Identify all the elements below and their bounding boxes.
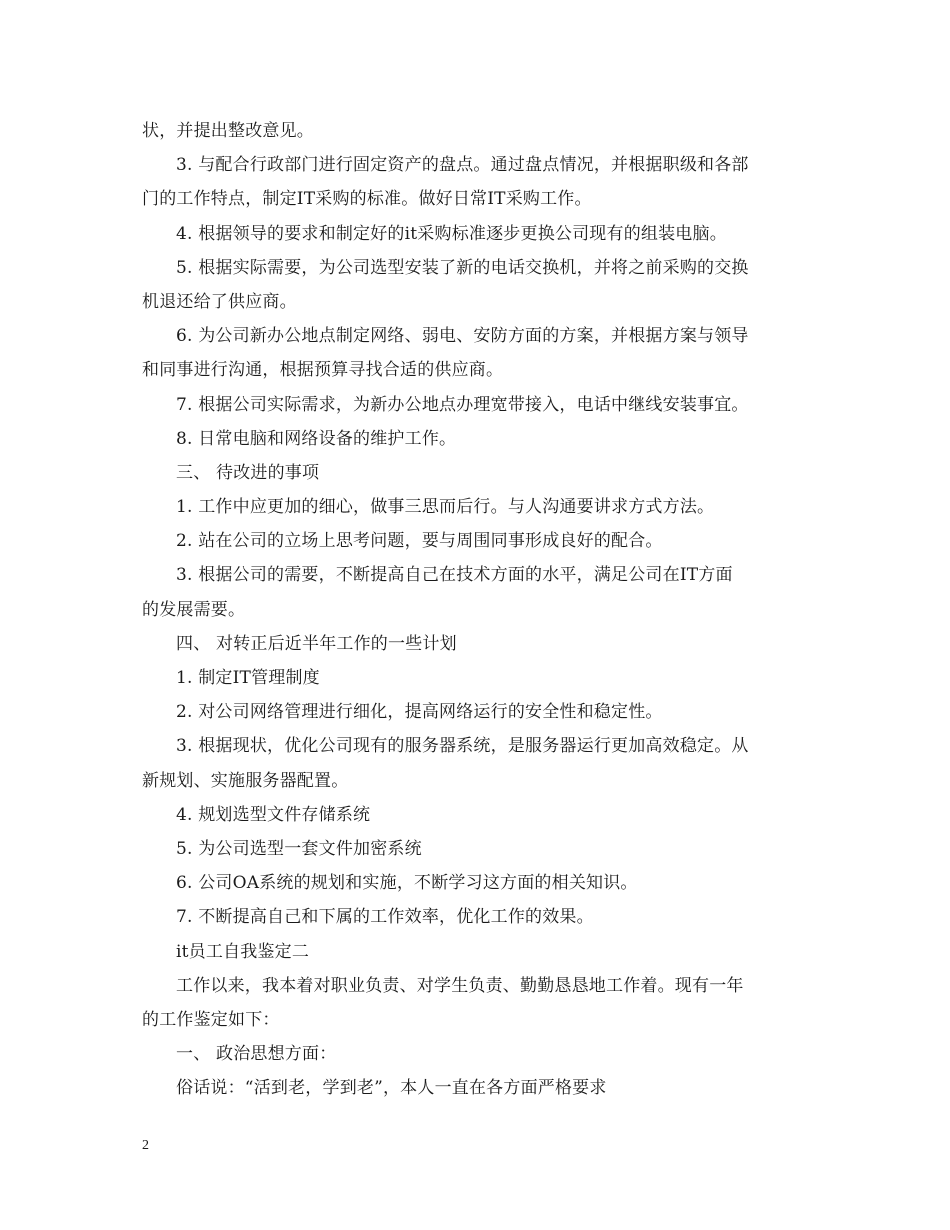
text-line: 的发展需要。 xyxy=(142,599,246,620)
text-line: 机退还给了供应商。 xyxy=(142,291,297,312)
text-line: 6. 为公司新办公地点制定网络、弱电、安防方面的方案，并根据方案与领导 xyxy=(176,326,749,347)
page-number: 2 xyxy=(142,1138,149,1153)
text-line: 和同事进行沟通，根据预算寻找合适的供应商。 xyxy=(142,360,504,381)
text-line: 俗话说：“活到老，学到老”，本人一直在各方面严格要求 xyxy=(176,1078,607,1099)
text-line: 6. 公司OA系统的规划和实施，不断学习这方面的相关知识。 xyxy=(176,873,638,894)
text-line: 3. 根据公司的需要，不断提高自己在技术方面的水平，满足公司在IT方面 xyxy=(176,565,733,586)
section-heading: 四、 对转正后近半年工作的一些计划 xyxy=(176,633,457,654)
text-line: 5. 为公司选型一套文件加密系统 xyxy=(176,838,422,859)
section-heading: 三、 待改进的事项 xyxy=(176,462,320,483)
text-line: 5. 根据实际需要，为公司选型安装了新的电话交换机，并将之前采购的交换 xyxy=(176,257,749,278)
text-line: 的工作鉴定如下： xyxy=(142,1009,280,1030)
text-line: 2. 站在公司的立场上思考问题，要与周围同事形成良好的配合。 xyxy=(176,531,663,552)
text-line: 门的工作特点，制定IT采购的标准。做好日常IT采购工作。 xyxy=(142,189,592,210)
section-heading: 一、 政治思想方面： xyxy=(176,1044,337,1065)
text-line: 8. 日常电脑和网络设备的维护工作。 xyxy=(176,428,457,449)
text-line: 工作以来，我本着对职业负责、对学生负责、勤勤恳恳地工作着。现有一年 xyxy=(176,975,744,996)
text-line: 状，并提出整改意见。 xyxy=(142,121,314,141)
text-line: 1. 工作中应更加的细心，做事三思而后行。与人沟通要讲求方式方法。 xyxy=(176,497,715,518)
text-line: 3. 根据现状，优化公司现有的服务器系统，是服务器运行更加高效稳定。从 xyxy=(176,736,749,757)
text-line: 1. 制定IT管理制度 xyxy=(176,668,320,688)
text-line: 4. 根据领导的要求和制定好的it采购标准逐步更换公司现有的组装电脑。 xyxy=(176,223,727,244)
text-line: 7. 不断提高自己和下属的工作效率，优化工作的效果。 xyxy=(176,907,594,928)
text-line: 新规划、实施服务器配置。 xyxy=(142,770,349,791)
document-body xyxy=(142,114,814,1105)
text-line: 4. 规划选型文件存储系统 xyxy=(176,804,371,825)
section-title: it员工自我鉴定二 xyxy=(176,941,310,962)
text-line: 3. 与配合行政部门进行固定资产的盘点。通过盘点情况，并根据职级和各部 xyxy=(176,155,749,176)
text-line: 2. 对公司网络管理进行细化，提高网络运行的安全性和稳定性。 xyxy=(176,702,663,723)
text-line: 7. 根据公司实际需求，为新办公地点办理宽带接入，电话中继线安装事宜。 xyxy=(176,394,749,415)
